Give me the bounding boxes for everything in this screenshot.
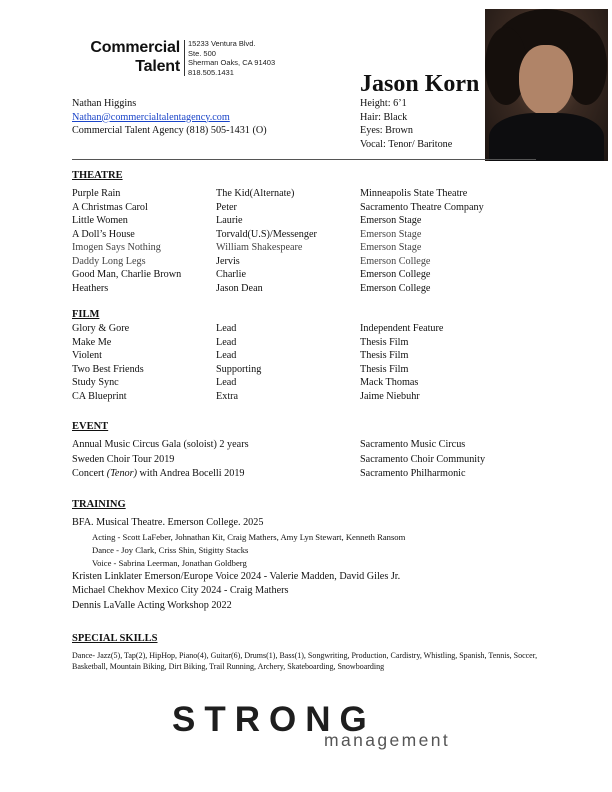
- theatre-title: Good Man, Charlie Brown: [72, 269, 182, 280]
- management-logo-word: management: [324, 730, 451, 750]
- training-voice: Voice - Sabrina Leerman, Jonathan Goldberg: [92, 557, 247, 568]
- event-title: [72, 467, 360, 482]
- film-production: Thesis Film: [360, 336, 409, 348]
- film-row: [72, 322, 443, 336]
- film-title: Two Best Friends: [72, 363, 144, 375]
- event-list: [72, 438, 485, 482]
- management-logo-strong: STRONG: [172, 700, 376, 739]
- theatre-venue: Emerson Stage: [360, 228, 422, 240]
- actor-eyes: Eyes: Brown: [360, 125, 413, 136]
- theatre-heading: THEATRE: [72, 170, 123, 181]
- event-title: Sweden Choir Tour 2019: [72, 453, 175, 465]
- film-production: Mack Thomas: [360, 377, 419, 388]
- special-skills-text: Dance- Jazz(5), Tap(2), HipHop, Piano(4), Guitar(6), Drums(1), Bass(1), Songwriting, Production, Cardistry, Whistling, Spanish, Tennis, Soccer, Basketball, Mountain Biking, Dirt Biking, Trail Running, Archery, Skateboarding, Snowboarding: [72, 651, 538, 671]
- film-heading: FILM: [72, 309, 100, 320]
- theatre-venue: Sacramento Theatre Company: [360, 201, 484, 213]
- concert-pre: Concert: [72, 468, 107, 479]
- film-production: Independent Feature: [360, 323, 444, 334]
- theatre-venue: Emerson College: [360, 255, 431, 267]
- training-item: Kristen Linklater Emerson/Europe Voice 2024 - Valerie Madden, David Giles Jr.: [72, 570, 401, 582]
- theatre-title: Heathers: [72, 282, 109, 294]
- theatre-role: Jervis: [216, 255, 240, 267]
- agency-address-street: 15233 Ventura Blvd.: [188, 39, 256, 48]
- event-venue: Sacramento Choir Community: [360, 453, 486, 465]
- film-role: Lead: [216, 377, 237, 388]
- actor-height: Height: 6’1: [360, 98, 407, 109]
- film-role: Lead: [216, 323, 237, 334]
- theatre-row: [72, 255, 484, 269]
- film-title: Glory & Gore: [72, 323, 130, 334]
- film-title: Make Me: [72, 336, 112, 348]
- actor-hair: Hair: Black: [360, 111, 408, 123]
- agency-logo-line2: Talent: [135, 58, 180, 75]
- film-production: Thesis Film: [360, 363, 409, 375]
- film-row: [72, 390, 443, 404]
- actor-vocal: Vocal: Tenor/ Baritone: [360, 138, 453, 150]
- film-role: Lead: [216, 336, 237, 348]
- special-skills-heading: SPECIAL SKILLS: [72, 633, 158, 644]
- agent-name: Nathan Higgins: [72, 98, 137, 109]
- management-logo: [172, 700, 451, 750]
- theatre-venue: Emerson Stage: [360, 242, 422, 253]
- training-list: [72, 516, 405, 613]
- training-dance: Dance - Joy Clark, Criss Shin, Stigitty Stacks: [92, 544, 249, 555]
- theatre-role: Torvald(U.S)/Messenger: [216, 228, 317, 240]
- theatre-venue: Emerson Stage: [360, 215, 422, 226]
- agency-address-suite: Ste. 500: [188, 48, 216, 58]
- theatre-row: [72, 187, 484, 201]
- theatre-title: Little Women: [72, 215, 128, 226]
- film-role: Supporting: [216, 363, 262, 375]
- event-heading: EVENT: [72, 421, 109, 432]
- actor-name: Jason Korn: [360, 71, 480, 97]
- theatre-row: [72, 228, 484, 242]
- film-row: [72, 336, 443, 350]
- theatre-role: William Shakespeare: [216, 242, 303, 253]
- theatre-list: [72, 187, 484, 295]
- film-title: Violent: [72, 350, 102, 361]
- film-row: [72, 363, 443, 377]
- agency-address-phone: 818.505.1431: [188, 67, 234, 77]
- event-row: [72, 438, 485, 453]
- training-heading: TRAINING: [72, 499, 126, 510]
- event-venue: Sacramento Music Circus: [360, 439, 466, 450]
- concert-post: with Andrea Bocelli 2019: [137, 468, 245, 479]
- film-row: [72, 349, 443, 363]
- event-title: Annual Music Circus Gala (soloist) 2 years: [72, 439, 249, 450]
- theatre-row: [72, 201, 484, 215]
- theatre-title: A Doll’s House: [72, 228, 135, 240]
- theatre-row: [72, 282, 484, 296]
- film-title: Study Sync: [72, 377, 119, 388]
- theatre-venue: Minneapolis State Theatre: [360, 188, 468, 199]
- contact-block: [72, 97, 267, 138]
- training-item: Dennis LaValle Acting Workshop 2022: [72, 599, 232, 611]
- actor-stats: [360, 97, 452, 151]
- theatre-role: Jason Dean: [216, 282, 263, 294]
- theatre-role: The Kid(Alternate): [216, 188, 295, 199]
- agency-phone: Commercial Talent Agency (818) 505-1431 (O): [72, 125, 267, 136]
- theatre-venue: Emerson College: [360, 269, 431, 280]
- theatre-venue: Emerson College: [360, 282, 431, 294]
- training-degree: BFA. Musical Theatre. Emerson College. 2025: [72, 517, 264, 528]
- event-row: [72, 467, 485, 482]
- film-row: [72, 376, 443, 390]
- header-rule: [72, 159, 536, 160]
- theatre-title: Imogen Says Nothing: [72, 242, 161, 253]
- film-production: Thesis Film: [360, 350, 409, 361]
- event-row: [72, 453, 485, 468]
- film-role: Extra: [216, 390, 239, 402]
- agency-logo-line1: Commercial: [90, 39, 180, 56]
- film-role: Lead: [216, 350, 237, 361]
- theatre-title: Purple Rain: [72, 188, 121, 199]
- agency-address-city: Sherman Oaks, CA 91403: [188, 58, 276, 68]
- logo-divider: [184, 40, 185, 76]
- theatre-role: Laurie: [216, 215, 243, 226]
- training-item: Michael Chekhov Mexico City 2024 - Craig Mathers: [72, 585, 289, 596]
- theatre-title: Daddy Long Legs: [72, 255, 146, 267]
- agent-email-link[interactable]: Nathan@commercialtalentagency.com: [72, 111, 230, 123]
- event-venue: Sacramento Philharmonic: [360, 468, 466, 479]
- film-title: CA Blueprint: [72, 390, 127, 402]
- theatre-row: [72, 241, 484, 255]
- training-acting: Acting - Scott LaFeber, Johnathan Kit, Craig Mathers, Amy Lyn Stewart, Kenneth Ransom: [92, 531, 406, 542]
- headshot-photo: [485, 9, 608, 161]
- theatre-row: [72, 268, 484, 282]
- theatre-title: A Christmas Carol: [72, 201, 148, 213]
- theatre-row: [72, 214, 484, 228]
- film-production: Jaime Niebuhr: [360, 390, 420, 402]
- concert-role: (Tenor): [106, 468, 137, 479]
- theatre-role: Charlie: [216, 269, 246, 280]
- theatre-role: Peter: [216, 201, 237, 213]
- film-list: [72, 322, 443, 403]
